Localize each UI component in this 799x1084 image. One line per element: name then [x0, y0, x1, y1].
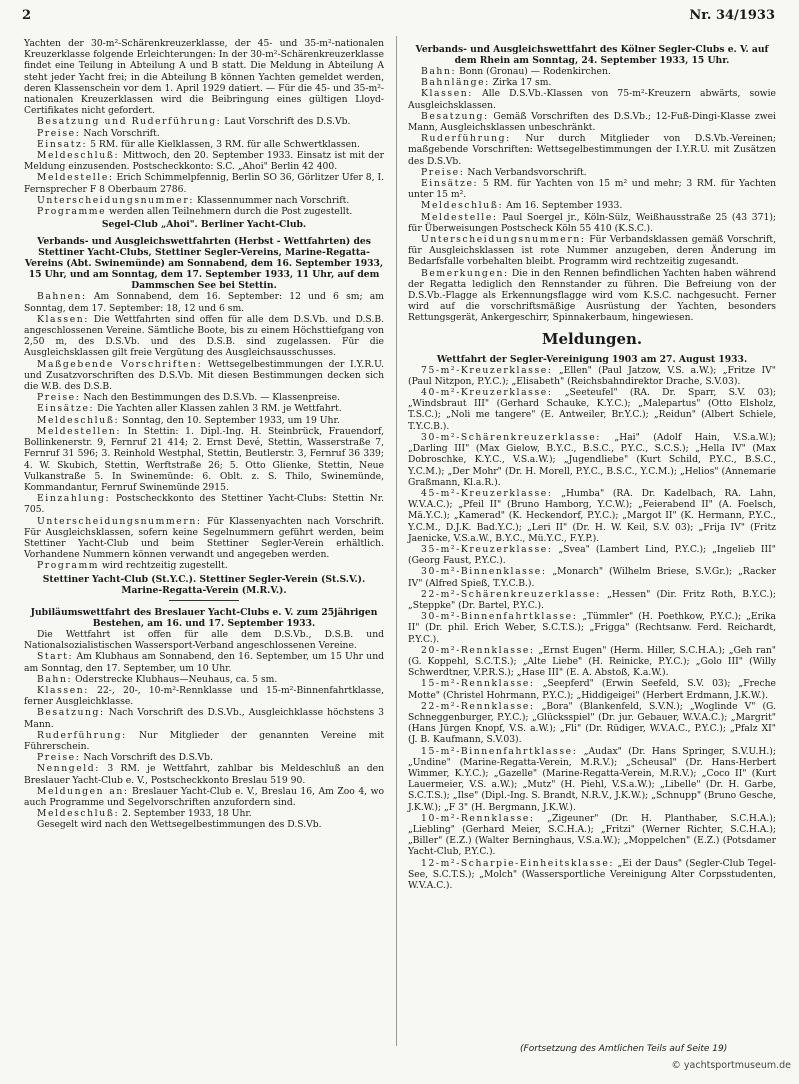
paragraph-text: Die Wettfahrten sind offen für alle dem D.S.Vb. und D.S.B. angeschlossenen Vereine. Sämtliche Boote, bis zu einem Höchsttiefgang von 2,50 m, des D.S.Vb. und des D.S.B. sind zugelassen. Für die Ausgleichsklassen gilt freie Vergütung des Ausgleichsausschusses.: [24, 313, 384, 359]
paragraph: [24, 808, 384, 819]
paragraph-label: 30-m²-Schärenkreuzerklasse:: [421, 431, 602, 443]
paragraph-text: Nur Mitglieder der genannten Vereine mit Führerschein.: [24, 729, 384, 752]
paragraph: [408, 544, 776, 566]
club-signature: Stettiner Yacht-Club (St.Y.C.). Stettiner Segler-Verein (St.S.V.). Marine-Regatta-Verein (M.R.V.).: [42, 573, 366, 596]
section-heading: Verbands- und Ausgleichswettfahrt des Kölner Segler-Clubs e. V. auf dem Rhein am Sonntag, 24. September 1933, 15 Uhr.: [415, 44, 769, 66]
paragraph-text: wird rechtzeitig zugestellt.: [99, 560, 228, 572]
paragraph: [408, 611, 776, 645]
section-heading: Verbands- und Ausgleichswettfahrten (Herbst - Wettfahrten) des Stettiner Yacht-Clubs, Stettiner Segler-Vereins, Marine-Regatta-Vereins (Abt. Swinemünde) am Sonnabend, dem 16. September 1933, 15 Uhr, und am Sonntag, dem 17. September 1933, 11 Uhr, auf dem Dammschen See bei Stettin.: [24, 236, 384, 292]
paragraph-text: „Seeteufel" (RA. Dr. Sparr, S.V. 03); „Windsbraut III" (Gerhard Schauke, K.Y.C.); „Malepartus" (Otto Elsholz, T.S.C.); „Noli me tangere" (E. Antweiler, Br.Y.C.); „Reidun" (Albert Schiele, T.Y.C.B.).: [408, 387, 776, 432]
paragraph-label: Preise:: [37, 392, 81, 404]
paragraph: [408, 813, 776, 858]
paragraph: [408, 589, 776, 611]
paragraph: [24, 786, 384, 808]
paragraph: [24, 359, 384, 393]
paragraph-label: Preise:: [37, 752, 81, 764]
paragraph: [24, 674, 384, 685]
paragraph-text: Yachten der 30-m²-Schärenkreuzerklasse, der 45- und 35-m²-nationalen Kreuzerklasse folgende Erleichterungen: In der 30-m²-Schärenkreuzerklasse findet eine Teilung in Abteilung A und B statt. Die Meldung in Abteilung A steht jeder Yacht frei; in die Abteilung B können Yachten gemeldet werden, deren Klassenschein vor dem 1. April 1929 datiert. — Für die 45- und 35-m²-nationalen Kreuzerklassen wird die Beibringung eines gültigen Lloyd-Certifikates nicht gefordert.: [24, 38, 384, 117]
paragraph: [408, 678, 776, 700]
paragraph-label: 20-m²-Rennklasse:: [421, 644, 535, 656]
paragraph: [24, 116, 384, 127]
paragraph-label: 40-m²-Kreuzerklasse:: [421, 387, 553, 399]
paragraph: [24, 819, 384, 830]
paragraph-label: Ruderführung:: [37, 729, 127, 741]
paragraph: [408, 66, 776, 77]
paragraph: [24, 172, 384, 194]
paragraph: [24, 629, 384, 651]
paragraph: [408, 365, 776, 387]
paragraph-text: Alle D.S.Vb.-Klassen von 75-m²-Kreuzern abwärts, sowie Ausgleichsklassen.: [408, 88, 776, 111]
paragraph-label: 15-m²-Rennklasse:: [421, 678, 535, 690]
paragraph: [408, 212, 776, 234]
paragraph-label: 22-m²-Rennklasse:: [421, 700, 535, 712]
column-divider: [396, 36, 397, 1046]
paragraph-label: Programme: [37, 206, 107, 218]
paragraph-label: 30-m²-Binnenklasse:: [421, 566, 547, 578]
paragraph: [408, 77, 776, 88]
paragraph-text: Nach Vorschrift.: [80, 127, 160, 139]
paragraph: [408, 133, 776, 167]
paragraph-text: „Ernst Eugen" (Herm. Hiller, S.C.H.A.); „Geh ran" (G. Koppehl, S.C.T.S.); „Alte Liebe" (H. Reinicke, P.Y.C.); „Golo III" (Willy Schwerdtner, V.P.R.S.); „Hase III" (E. A. Abstoß, K.a.W.).: [408, 644, 776, 679]
paragraph-text: Zirka 17 sm.: [489, 77, 552, 89]
watermark: © yachtsportmuseum.de: [671, 1060, 791, 1071]
paragraph-text: 2. September 1933, 18 Uhr.: [119, 808, 252, 820]
paragraph-label: Meldeschluß:: [37, 414, 120, 426]
paragraph: [24, 403, 384, 414]
paragraph-label: 12-m²-Scharpie-Einheitsklasse:: [421, 857, 615, 869]
paragraph: [24, 291, 384, 313]
paragraph: [408, 234, 776, 268]
section-rule: [169, 600, 239, 601]
paragraph: [408, 88, 776, 110]
issue-number: Nr. 34/1933: [689, 8, 775, 23]
paragraph: [24, 128, 384, 139]
paragraph: [24, 707, 384, 729]
paragraph: [408, 200, 776, 211]
paragraph: [408, 432, 776, 488]
paragraph: [24, 560, 384, 571]
paragraph-label: Start:: [37, 651, 74, 663]
paragraph-text: Die Yachten aller Klassen zahlen 3 RM. je Wettfahrt.: [94, 403, 342, 415]
paragraph-label: 22-m²-Schärenkreuzerklasse:: [421, 588, 602, 600]
paragraph-label: Klassen:: [37, 313, 89, 325]
paragraph: [24, 752, 384, 763]
paragraph: [24, 195, 384, 206]
paragraph-label: Besatzung und Ruderführung:: [37, 116, 222, 128]
paragraph-text: „Audax" (Dr. Hans Springer, S.V.U.H.); „Undine" (Marine-Regatta-Verein, M.R.V.); „Scheusal" (Dr. Hans-Herbert Wimmer, K.Y.C.); „Gazelle" (Marine-Regatta-Verein, M.R.V.); „Coco II" (Kurt Lauermeier, V.S. a.W.); „Mutz" (H. Piehl, V.S.a.W.); „Libelle" (Dr. H. Garbe, S.C.T.S.); „Ilse" (Dipl.-Ing. S. Brandt, N.R.V., J.K.W.); „Schnupp" (Bruno Gesche, J.K.W.); „F 3" (H. Bergmann, J.K.W.).: [408, 745, 776, 813]
paragraph-label: Meldestelle:: [421, 211, 498, 223]
paragraph-text: Gesegelt wird nach den Wettsegelbestimmungen des D.S.Vb.: [37, 819, 322, 831]
paragraph-label: 75-m²-Kreuzerklasse:: [421, 364, 553, 376]
paragraph-label: 15-m²-Binnenfahrtklasse:: [421, 745, 578, 757]
paragraph-label: Besatzung:: [37, 707, 105, 719]
paragraph-text: „Hessen" (Dir. Fritz Roth, B.Y.C.); „Steppke" (Dr. Bartel, P.Y.C.).: [408, 588, 776, 611]
paragraph-text: Nach Vorschrift des D.S.Vb., Ausgleichklasse höchstens 3 Mann.: [24, 707, 384, 730]
paragraph-label: Bahnlänge:: [421, 77, 490, 89]
paragraph: [24, 730, 384, 752]
paragraph-text: Für Verbandsklassen gemäß Vorschrift, für Ausgleichsklassen ist rote Nummer anzugeben, deren Änderung im Bedarfsfalle vorbehalten bleibt. Programm wird rechtzeitig zugesandt.: [408, 234, 776, 268]
paragraph: [24, 763, 384, 785]
continuation-note: (Fortsetzung des Amtlichen Teils auf Seite 19): [520, 1044, 728, 1054]
section-heading: Wettfahrt der Segler-Vereinigung 1903 am 27. August 1933.: [436, 353, 748, 365]
paragraph: [408, 178, 776, 200]
paragraph: [408, 167, 776, 178]
paragraph: [24, 314, 384, 359]
paragraph-label: Einzahlung:: [37, 493, 111, 505]
paragraph-label: Unterscheidungsnummer:: [37, 194, 195, 206]
paragraph-label: Preise:: [37, 127, 81, 139]
paragraph-label: Einsatz:: [37, 138, 88, 150]
paragraph-label: Klassen:: [37, 684, 89, 696]
paragraph: [408, 746, 776, 813]
paragraph: [24, 150, 384, 172]
paragraph-label: Bahn:: [37, 673, 73, 685]
paragraph-label: Einsätze:: [421, 178, 479, 190]
paragraph-label: Unterscheidungsnummern:: [421, 234, 586, 246]
paragraph: [408, 701, 776, 746]
paragraph: [408, 488, 776, 544]
paragraph: [24, 493, 384, 515]
paragraph-text: Am Klubhaus am Sonnabend, den 16. September, um 15 Uhr und am Sonntag, den 17. September, um 10 Uhr.: [24, 651, 384, 674]
paragraph-text: Für Klassenyachten nach Vorschrift. Für Ausgleichsklassen, sofern keine Segelnummern geführt werden, beim Stettiner Yacht-Club und beim Stettiner Segler-Verein erhältlich. Vorhandene Nummern können verwandt und angegeben werden.: [24, 515, 384, 561]
paragraph-text: Die in den Rennen befindlichen Yachten haben während der Regatta lediglich den Rennstander zu führen. Die Befreiung von der D.S.Vb.-Flagge als Erkennungsflagge wird vom K.S.C. nachgesucht. Ferner wird auf die vorschriftsmäßige Ausrüstung der Yachten, besonders Rettungsgerät, Ankergeschirr, Spinnakerbaum, hingewiesen.: [408, 267, 776, 324]
paragraph-text: Erich Schimmelpfennig, Berlin SO 36, Görlitzer Ufer 8, I. Fernsprecher F 8 Oberbaum 2786.: [24, 172, 384, 195]
paragraph-label: Bemerkungen:: [421, 267, 509, 279]
paragraph-text: Nur durch Mitglieder von D.S.Vb.-Vereinen; maßgebende Vorschriften: Wettsegelbestimmungen der I.Y.R.U. mit Zusätzen des D.S.Vb.: [408, 133, 776, 167]
paragraph: [24, 206, 384, 217]
paragraph: [24, 426, 384, 493]
paragraph-text: Bonn (Gronau) — Rodenkirchen.: [456, 66, 611, 77]
paragraph-text: Nach den Bestimmungen des D.S.Vb. — Klassenpreise.: [80, 392, 340, 404]
paragraph-label: Programm: [37, 560, 100, 572]
paragraph: [408, 111, 776, 133]
paragraph-text: 5 RM. für Yachten von 15 m² und mehr; 3 RM. für Yachten unter 15 m².: [408, 178, 776, 201]
paragraph-text: „Bora" (Blankenfeld, S.V.N.); „Woglinde V" (G. Schneggenburger, P.Y.C.); „Glücksspiel" (Dr. jur. Gebauer, W.V.A.C.); „Margrit" (Hans Jürgen Knopf, V.S. a.W.); „Fli" (Dr. Rüdiger, W.V.A.C., P.Y.C.); „Pfalz XI" (J. B. Kaufmann, S.V.03).: [408, 700, 776, 746]
paragraph-text: „Humba" (RA. Dr. Kadelbach, RA. Lahn, W.V.A.C.); „Pfeil II" (Bruno Hamborg, Y.C.W.); „Feierabend II" (A. Foelsch, Mä.Y.C.); „Kamerad" (K. Heckendorf, P.Y.C.); „Margot II" (K. Hermann, P.Y.C., Y.C.M., D.J.K. Bad.Y.C.); „Leri II" (Dr. H. W. Keil, S.V. 03); „Frija IV" (Fritz Jaenicke, V.S.a.W., B.Y.C., Mü.Y.C., F.Y.P.).: [408, 487, 776, 544]
paragraph-text: Paul Soergel jr., Köln-Sülz, Weißhausstraße 25 (43 371); für Überweisungen Postscheck Köln 55 410 (K.S.C.).: [408, 211, 776, 234]
paragraph-text: Postscheckkonto des Stettiner Yacht-Clubs: Stettin Nr. 705.: [24, 493, 384, 516]
paragraph-label: Besatzung:: [421, 110, 489, 122]
paragraph: [24, 651, 384, 673]
paragraph-text: Am Sonnabend, dem 16. September: 12 und 6 sm; am Sonntag, dem 17. September: 18, 12 und 6 sm.: [24, 291, 384, 314]
paragraph: [408, 387, 776, 432]
paragraph-label: Preise:: [421, 166, 465, 178]
paragraph: [408, 268, 776, 324]
paragraph-label: 10-m²-Rennklasse:: [421, 812, 535, 824]
paragraph-label: Maßgebende Vorschriften:: [37, 358, 203, 370]
paragraph-text: In Stettin: 1. Dipl.-Ing. H. Steinbrück, Frauendorf, Bollinkenerstr. 9, Fernruf 21 414; 2. Ernst Devé, Stettin, Wasserstraße 7, Fernruf 31 596; 3. Reinhold Westphal, Stettin, Beutlerstr. 3, Fernruf 36 339; 4. W. Skubich, Stettin, Werftstraße 26; 5. Otto Glienke, Stettin, Neue Vulkanstraße 5. In Swinemünde: 6. Oblt. z. S. Thilo, Swinemünde, Kommandantur, Fernruf Swinemünde 2915.: [24, 425, 384, 493]
paragraph: [408, 645, 776, 679]
paragraph: [24, 415, 384, 426]
paragraph: [24, 392, 384, 403]
paragraph: [408, 858, 776, 892]
paragraph-label: Meldeschluß:: [421, 200, 504, 212]
page-header: [22, 8, 775, 28]
paragraph-text: Mittwoch, den 20. September 1933. Einsatz ist mit der Meldung einzusenden. Postscheckkonto: S.C. „Ahoi" Berlin 42 400.: [24, 150, 384, 173]
paragraph: [24, 685, 384, 707]
paragraph-label: Meldungen an:: [37, 785, 129, 797]
paragraph-label: Klassen:: [421, 88, 473, 100]
paragraph: [24, 516, 384, 561]
paragraph-text: Am 16. September 1933.: [503, 200, 623, 212]
paragraph-text: Nach Verbandsvorschrift.: [464, 166, 587, 178]
paragraph-text: „Zigeuner" (Dr. H. Planthaber, S.C.H.A.); „Liebling" (Gerhard Meier, S.C.H.A.); „Fritzi" (Werner Richter, S.C.H.A.); „Biller" (E.Z.) (Walter Berninghaus, V.S.a.W.); „Moppelchen" (E.Z.) (Potsdamer Yacht-Club, P.Y.C.).: [408, 812, 776, 858]
paragraph: [408, 566, 776, 588]
paragraph-text: Oderstrecke Klubhaus—Neuhaus, ca. 5 sm.: [72, 673, 278, 685]
paragraph-text: „Monarch" (Wilhelm Briese, S.V.Gr.); „Racker IV" (Alfred Spieß, T.Y.C.B.).: [408, 566, 776, 589]
paragraph-text: 5 RM. für alle Kielklassen, 3 RM. für alle Schwertklassen.: [87, 138, 360, 150]
paragraph-text: Laut Vorschrift des D.S.Vb.: [221, 116, 351, 128]
left-column: [24, 38, 384, 831]
paragraph-label: 30-m²-Binnenfahrtklasse:: [421, 611, 578, 623]
paragraph-text: Nach Vorschrift des D.S.Vb.: [80, 752, 213, 764]
paragraph-label: Meldeschluß:: [37, 808, 120, 820]
paragraph-label: 45-m²-Kreuzerklasse:: [421, 487, 553, 499]
club-signature: Segel-Club „Ahoi". Berliner Yacht-Club.: [101, 219, 307, 231]
paragraph-text: „Svea" (Lambert Lind, P.Y.C.); „Ingelieb III" (Georg Faust, P.Y.C.).: [408, 543, 776, 567]
paragraph-text: werden allen Teilnehmern durch die Post zugestellt.: [106, 206, 353, 218]
paragraph-text: Wettsegelbestimmungen der I.Y.R.U. und Zusatzvorschriften des D.S.Vb. Mit diesen Bestimmungen decken sich die W.B. des D.S.B.: [24, 358, 384, 393]
paragraph-text: „Ei der Daus" (Segler-Club Tegel-See, S.C.T.S.); „Molch" (Wassersportliche Vereinigung Alter Corpsstudenten, W.V.A.C.).: [408, 857, 776, 892]
paragraph-label: Meldestellen:: [37, 425, 122, 437]
paragraph-text: „Tümmler" (H. Poethkow, P.Y.C.); „Erika II" (Dr. phil. Erich Weber, S.C.T.S.); „Frigga" (Rechtsanw. Ferd. Reichardt, P.Y.C.).: [408, 611, 776, 645]
main-heading: Meldungen.: [541, 329, 643, 348]
paragraph-text: „Ellen" (Paul Jatzow, V.S. a.W.); „Fritze IV" (Paul Nitzpon, P.Y.C.); „Elisabeth" (Reichsbahndirektor Drache, S.V.03).: [408, 364, 776, 387]
paragraph-label: Einsätze:: [37, 403, 95, 415]
paragraph-label: Nenngeld:: [37, 763, 100, 775]
paragraph-label: Bahnen:: [37, 291, 87, 303]
paragraph-label: Bahn:: [421, 66, 457, 77]
paragraph-label: 35-m²-Kreuzerklasse:: [421, 543, 553, 555]
paragraph-label: Ruderführung:: [421, 133, 511, 145]
paragraph-text: „Seepferd" (Erwin Seefeld, S.V. 03); „Freche Motte" (Christel Hohrmann, P.Y.C.); „Hiddigeigei" (Herbert Erdmann, J.K.W.).: [408, 678, 776, 701]
section-heading: Jubiläumswettfahrt des Breslauer Yacht-Clubs e. V. zum 25jährigen Bestehen, am 16. und 17. September 1933.: [30, 606, 378, 629]
paragraph: [24, 139, 384, 150]
paragraph-label: Unterscheidungsnummern:: [37, 515, 202, 527]
right-column: [408, 38, 776, 891]
paragraph: [24, 38, 384, 116]
paragraph-label: Meldeschluß:: [37, 150, 120, 162]
paragraph-text: Breslauer Yacht-Club e. V., Breslau 16, Am Zoo 4, wo auch Programme und Segelvorschriften anzufordern sind.: [24, 785, 384, 808]
paragraph-text: Die Wettfahrt ist offen für alle dem D.S.Vb., D.S.B. und Nationalsozialistischen Wassersport-Verband angeschlossenen Vereine.: [24, 628, 384, 652]
page-number: 2: [22, 8, 32, 23]
paragraph-text: 22-, 20-, 10-m²-Rennklasse und 15-m²-Binnenfahrtklasse, ferner Ausgleichklasse.: [24, 684, 384, 708]
paragraph-text: 3 RM. je Wettfahrt, zahlbar bis Meldeschluß an den Breslauer Yacht-Club e. V., Postscheckkonto Breslau 519 90.: [24, 763, 384, 786]
paragraph-text: „Hai" (Adolf Hain, V.S.a.W.); „Darling III" (Max Gielow, B.Y.C., B.S.C., P.Y.C., S.C.S.); „Hella IV" (Max Dobroschke, K.Y.C., V.S.a.W.); „Jugendliebe" (Kurt Schild, P.Y.C., B.S.C., Y.C.M.); „Der Mohr" (Dr. H. Morell, P.Y.C., B.S.C., Y.C.M.); „Helios" (Annemarie Graßmann, Kl.a.R.).: [408, 431, 776, 488]
paragraph-text: Klassennummer nach Vorschrift.: [194, 194, 350, 206]
paragraph-text: Gemäß Vorschriften des D.S.Vb.; 12-Fuß-Dingi-Klasse zwei Mann, Ausgleichsklassen unbeschränkt.: [408, 110, 776, 134]
paragraph-label: Meldestelle:: [37, 172, 114, 184]
paragraph-text: Sonntag, den 10. September 1933, um 19 Uhr.: [119, 414, 340, 426]
